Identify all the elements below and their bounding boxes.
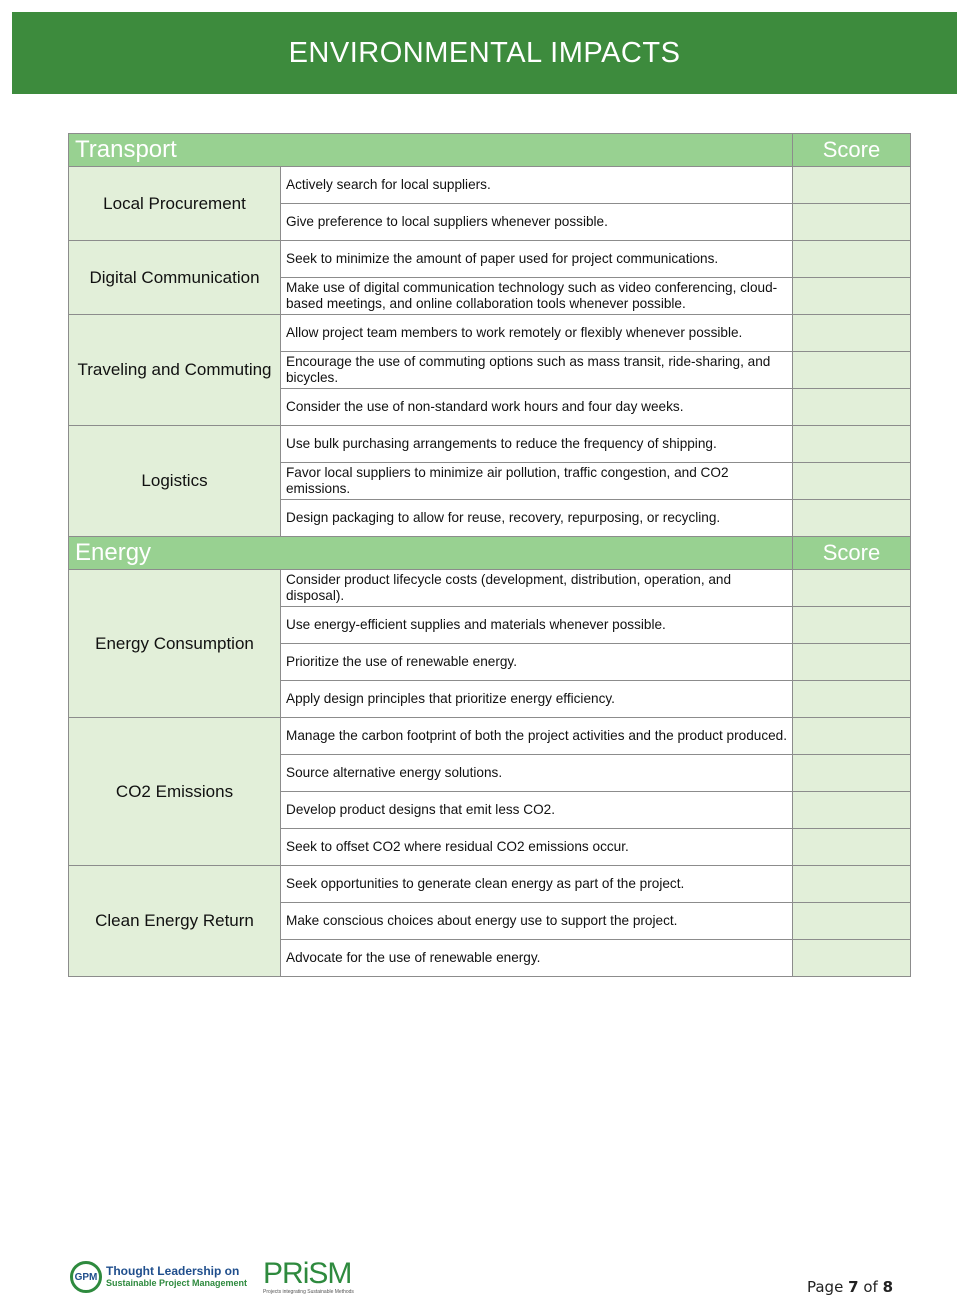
table-row [69,315,911,352]
score-cell[interactable] [793,500,911,537]
category-label: Local Procurement [69,167,281,241]
criterion-text: Consider the use of non-standard work hours and four day weeks. [281,389,793,426]
table-row [69,167,911,204]
section-header-row [69,537,911,570]
score-cell[interactable] [793,315,911,352]
score-cell[interactable] [793,644,911,681]
page-total: 8 [882,1278,893,1296]
prism-logo [263,1259,354,1295]
tagline-line-1: Thought Leadership on [106,1264,240,1278]
category-label: Traveling and Commuting [69,315,281,426]
category-label: CO2 Emissions [69,718,281,866]
table-row [69,718,911,755]
score-cell[interactable] [793,570,911,607]
criterion-text: Encourage the use of commuting options such as mass transit, ride-sharing, and bicycles. [281,352,793,389]
footer-logos [70,1257,354,1297]
criterion-text: Seek to minimize the amount of paper used for project communications. [281,241,793,278]
page-number [807,1278,893,1296]
score-cell[interactable] [793,607,911,644]
score-cell[interactable] [793,829,911,866]
score-cell[interactable] [793,426,911,463]
criterion-text: Actively search for local suppliers. [281,167,793,204]
criterion-text: Design packaging to allow for reuse, recovery, repurposing, or recycling. [281,500,793,537]
gpm-logo [70,1261,102,1293]
criterion-text: Seek opportunities to generate clean energy as part of the project. [281,866,793,903]
page-prefix: Page [806,1278,844,1296]
criterion-text: Prioritize the use of renewable energy. [281,644,793,681]
criterion-text: Apply design principles that prioritize energy efficiency. [281,681,793,718]
criterion-text: Give preference to local suppliers whenever possible. [281,204,793,241]
category-label: Logistics [69,426,281,537]
prism-logo-text: PRiSM [263,1257,352,1290]
table-row [69,426,911,463]
table-row [69,241,911,278]
category-label: Energy Consumption [69,570,281,718]
score-cell[interactable] [793,755,911,792]
section-header-row [69,134,911,167]
section-score-label: Score [793,537,911,570]
score-cell[interactable] [793,241,911,278]
prism-logo-subtitle: Projects integrating Sustainable Methods [263,1289,354,1295]
criterion-text: Seek to offset CO2 where residual CO2 emissions occur. [281,829,793,866]
criterion-text: Make conscious choices about energy use to support the project. [281,903,793,940]
score-cell[interactable] [793,792,911,829]
score-cell[interactable] [793,278,911,315]
score-cell[interactable] [793,463,911,500]
page-title: ENVIRONMENTAL IMPACTS [288,36,681,69]
score-cell[interactable] [793,866,911,903]
score-cell[interactable] [793,389,911,426]
score-cell[interactable] [793,718,911,755]
table-row [69,866,911,903]
impact-table [68,133,911,977]
page-current: 7 [848,1278,859,1296]
section-score-label: Score [793,134,911,167]
table-row [69,570,911,607]
tagline-line-2: Sustainable Project Management [106,1278,248,1288]
criterion-text: Use energy-efficient supplies and materials whenever possible. [281,607,793,644]
criterion-text: Make use of digital communication technology such as video conferencing, cloud-based meetings, and online collaboration tools whenever possible. [281,278,793,315]
criterion-text: Consider product lifecycle costs (development, distribution, operation, and disposal). [281,570,793,607]
criterion-text: Develop product designs that emit less CO2. [281,792,793,829]
gpm-logo-text: GPM [74,1271,98,1283]
score-cell[interactable] [793,903,911,940]
criterion-text: Source alternative energy solutions. [281,755,793,792]
score-cell[interactable] [793,681,911,718]
category-label: Digital Communication [69,241,281,315]
score-cell[interactable] [793,352,911,389]
page-of: of [863,1278,878,1296]
page-banner [12,12,957,94]
score-cell[interactable] [793,940,911,977]
score-cell[interactable] [793,204,911,241]
section-title: Transport [69,134,793,167]
category-label: Clean Energy Return [69,866,281,977]
section-title: Energy [69,537,793,570]
score-cell[interactable] [793,167,911,204]
criterion-text: Favor local suppliers to minimize air pollution, traffic congestion, and CO2 emissions. [281,463,793,500]
criterion-text: Manage the carbon footprint of both the project activities and the product produced. [281,718,793,755]
criterion-text: Allow project team members to work remotely or flexibly whenever possible. [281,315,793,352]
criterion-text: Use bulk purchasing arrangements to reduce the frequency of shipping. [281,426,793,463]
criterion-text: Advocate for the use of renewable energy. [281,940,793,977]
tagline [106,1265,247,1289]
